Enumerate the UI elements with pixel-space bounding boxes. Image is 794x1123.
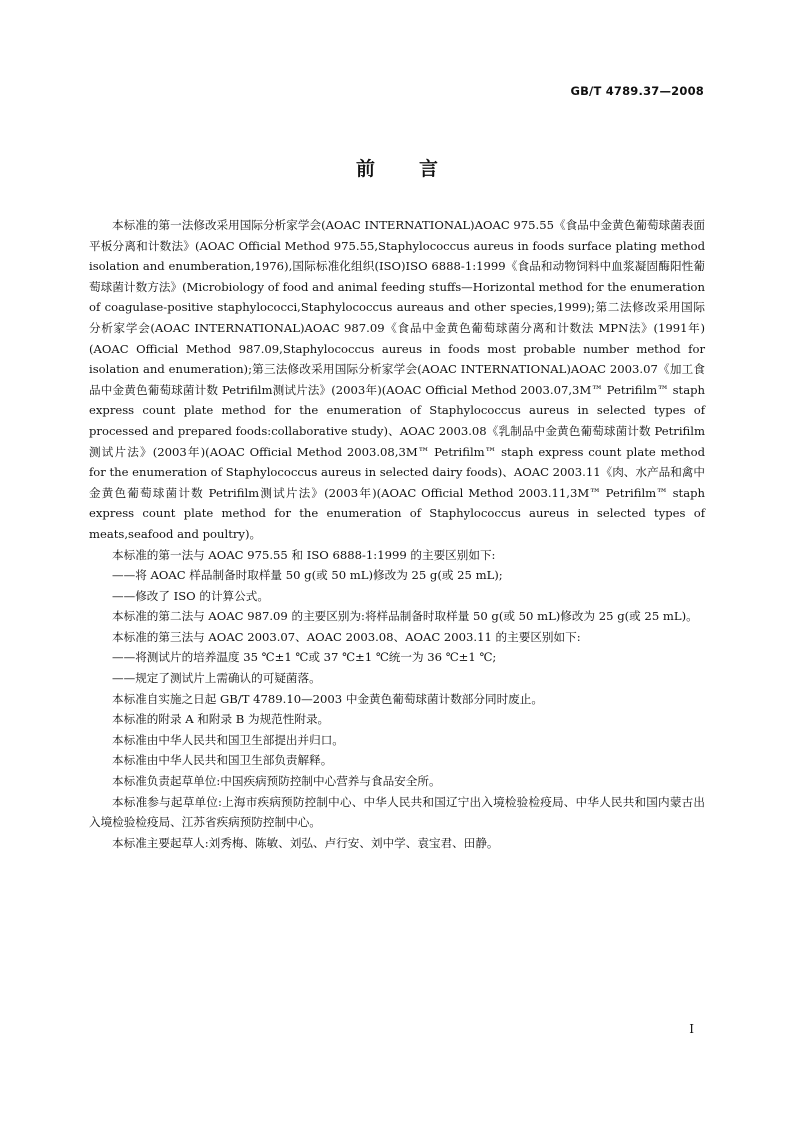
paragraph-method3-differences: 本标准的第三法与 AOAC 2003.07、AOAC 2003.08、AOAC 2003.11 的主要区别如下: <box>112 629 581 644</box>
list-item: ——将 AOAC 样品制备时取样量 50 g(或 50 mL)修改为 25 g(或 25 mL); <box>112 568 503 583</box>
paragraph-drafters: 本标准主要起草人:刘秀梅、陈敏、刘弘、卢行安、刘中学、袁宝君、田静。 <box>112 835 499 850</box>
preface-body <box>89 215 705 853</box>
list-item: ——规定了测试片上需确认的可疑菌落。 <box>112 671 321 686</box>
standard-code: GB/T 4789.37—2008 <box>570 84 704 98</box>
paragraph-supersedes: 本标准自实施之日起 GB/T 4789.10—2003 中金黄色葡萄球菌计数部分同时废止。 <box>112 691 543 706</box>
paragraph-adoption: 本标准的第一法修改采用国际分析家学会(AOAC INTERNATIONAL)AOAC 975.55《食品中金黄色葡萄球菌表面平板分离和计数法》(AOAC Official Method 975.55,Staphylococcus aureus in foods surface plating method isolation and enumberation,1976),国际标准化组织(ISO)ISO 6888-1:1999《食品和动物饲料中血浆凝固酶阳性葡萄球菌计数方法》(Microbiology of food and animal feeding stuffs—Horizontal method for the enumeration of coagulase-positive staphylococci,Staphylococcus aureaus and other species,1999);第二法修改采用国际分析家学会(AOAC INTERNATIONAL)AOAC 987.09《食品中金黄色葡萄球菌分离和计数法 MPN法》(1991年)(AOAC Official Method 987.09,Staphylococcus aureus in foods most probable number method for isolation and enumeration);第三法修改采用国际分析家学会(AOAC INTERNATIONAL)AOAC 2003.07《加工食品中金黄色葡萄球菌计数 Petrifilm测试片法》(2003年)(AOAC Official Method 2003.07,3M™ Petrifilm™ staph express count plate method for the enumeration of Staphylococcus aureus in selected types of processed and prepared foods:collaborative study)、AOAC 2003.08《乳制品中金黄色葡萄球菌计数 Petrifilm测试片法》(2003年)(AOAC Official Method 2003.08,3M™ Petrifilm™ staph express count plate method for the enumeration of Staphylococcus aureus in selected dairy foods)、AOAC 2003.11《肉、水产品和禽中金黄色葡萄球菌计数 Petrifilm测试片法》(2003年)(AOAC Official Method 2003.11,3M™ Petrifilm™ staph express count plate method for the enumeration of Staphylococcus aureus in selected types of meats,seafood and poultry)。 <box>89 218 705 541</box>
page-title: 前言 <box>355 158 482 180</box>
paragraph-method2-differences: 本标准的第二法与 AOAC 987.09 的主要区别为:将样品制备时取样量 50 g(或 50 mL)修改为 25 g(或 25 mL)。 <box>112 609 698 624</box>
paragraph-drafting-unit: 本标准负责起草单位:中国疾病预防控制中心营养与食品安全所。 <box>112 774 441 789</box>
paragraph-interpreted-by: 本标准由中华人民共和国卫生部负责解释。 <box>112 753 333 768</box>
paragraph-participating-units: 本标准参与起草单位:上海市疾病预防控制中心、中华人民共和国辽宁出入境检验检疫局、中华人民共和国内蒙古出入境检验检疫局、江苏省疾病预防控制中心。 <box>89 794 705 830</box>
list-item: ——将测试片的培养温度 35 ℃±1 ℃或 37 ℃±1 ℃统一为 36 ℃±1 ℃; <box>112 650 497 665</box>
page-number: I <box>689 1022 694 1036</box>
paragraph-proposed-by: 本标准由中华人民共和国卫生部提出并归口。 <box>112 732 344 747</box>
paragraph-method1-differences: 本标准的第一法与 AOAC 975.55 和 ISO 6888-1:1999 的主要区别如下: <box>112 547 496 562</box>
list-item: ——修改了 ISO 的计算公式。 <box>112 588 269 603</box>
paragraph-annexes: 本标准的附录 A 和附录 B 为规范性附录。 <box>112 712 330 727</box>
